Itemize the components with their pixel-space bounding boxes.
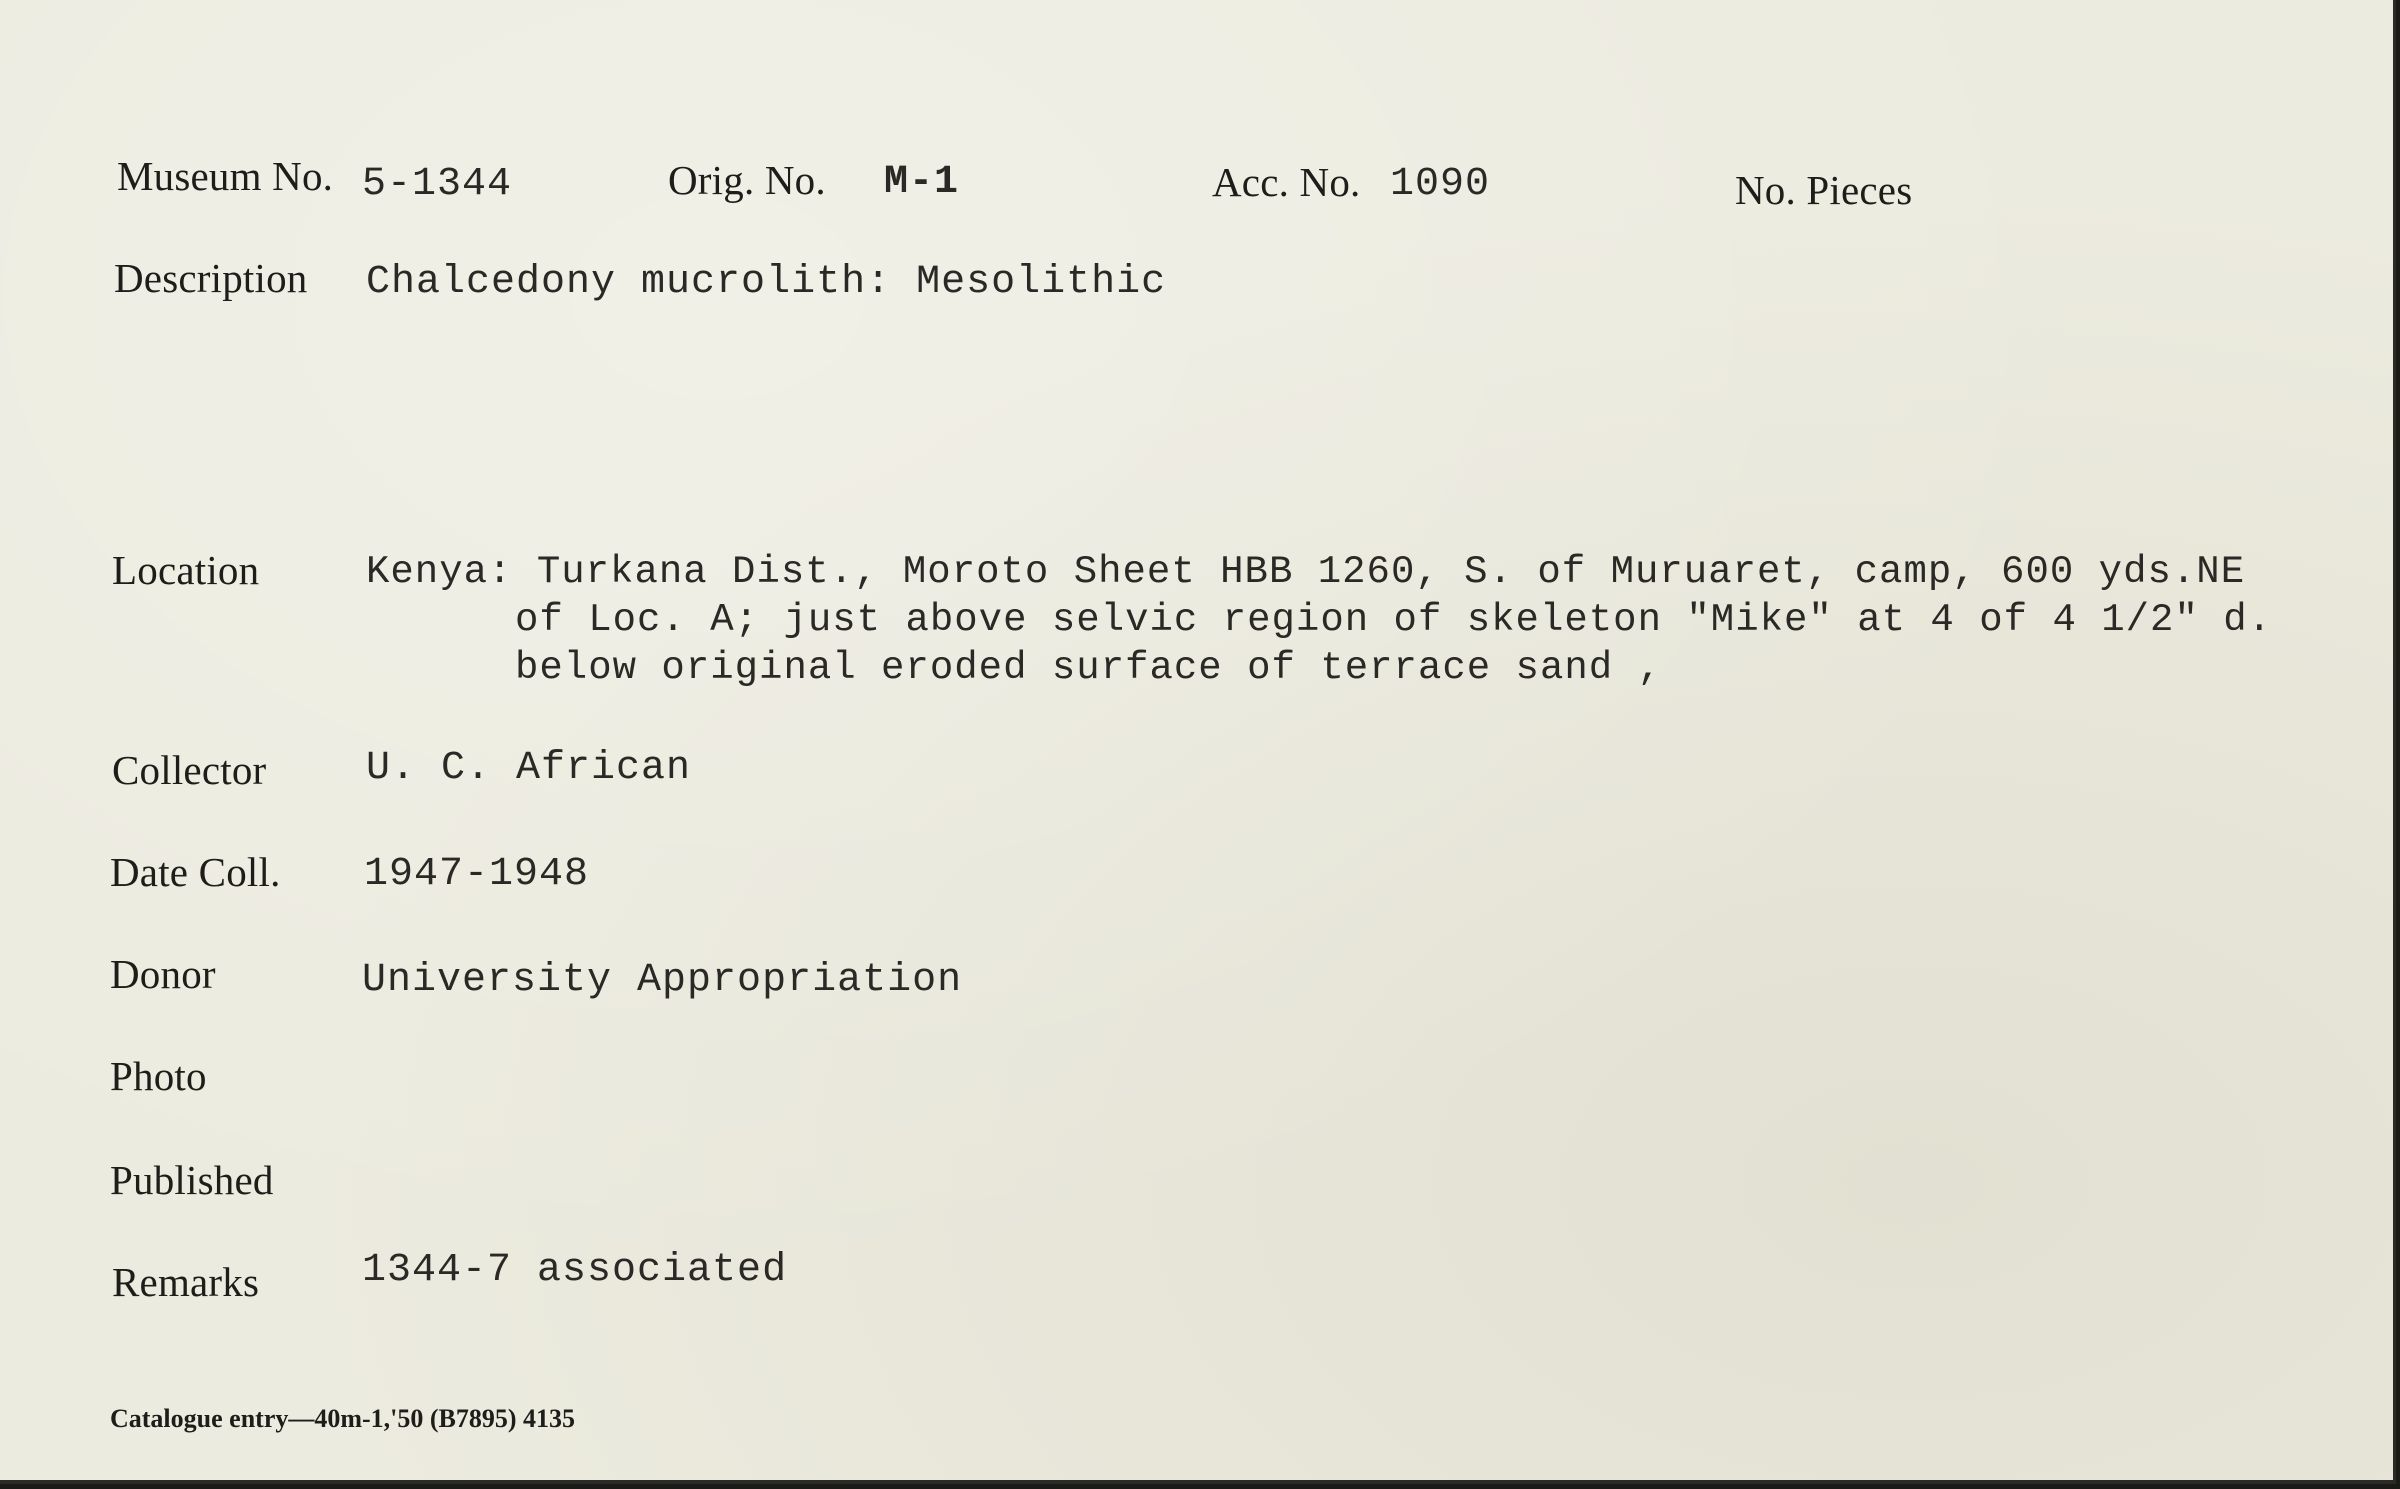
date-coll-value: 1947-1948 — [364, 852, 590, 897]
orig-no-value: M-1 — [884, 160, 960, 205]
description-value: Chalcedony mucrolith: Mesolithic — [366, 260, 1167, 305]
orig-no-label: Orig. No. — [668, 157, 826, 203]
location-label: Location — [112, 547, 260, 593]
location-line-2: of Loc. A; just above selvic region of skeleton "Mike" at 4 of 4 1/2" d. — [515, 598, 2273, 642]
catalogue-footer: Catalogue entry—40m-1,'50 (B7895) 4135 — [110, 1404, 576, 1433]
description-label: Description — [114, 255, 308, 301]
museum-no-label: Museum No. — [117, 153, 334, 199]
acc-no-value: 1090 — [1390, 162, 1491, 207]
collector-label: Collector — [112, 747, 267, 793]
museum-no-value: 5-1344 — [362, 162, 513, 207]
remarks-value: 1344-7 associated — [362, 1248, 788, 1293]
location-line-3: below original eroded surface of terrace sand , — [515, 646, 1662, 690]
date-coll-label: Date Coll. — [110, 849, 281, 895]
published-label: Published — [110, 1157, 274, 1203]
no-pieces-label: No. Pieces — [1735, 167, 1913, 213]
collector-value: U. C. African — [366, 746, 692, 791]
acc-no-label: Acc. No. — [1212, 159, 1361, 205]
remarks-label: Remarks — [112, 1259, 260, 1305]
donor-label: Donor — [110, 951, 216, 997]
photo-label: Photo — [110, 1053, 207, 1099]
location-line-1: Kenya: Turkana Dist., Moroto Sheet HBB 1260, S. of Muruaret, camp, 600 yds.NE — [366, 550, 2246, 594]
donor-value: University Appropriation — [362, 958, 963, 1003]
